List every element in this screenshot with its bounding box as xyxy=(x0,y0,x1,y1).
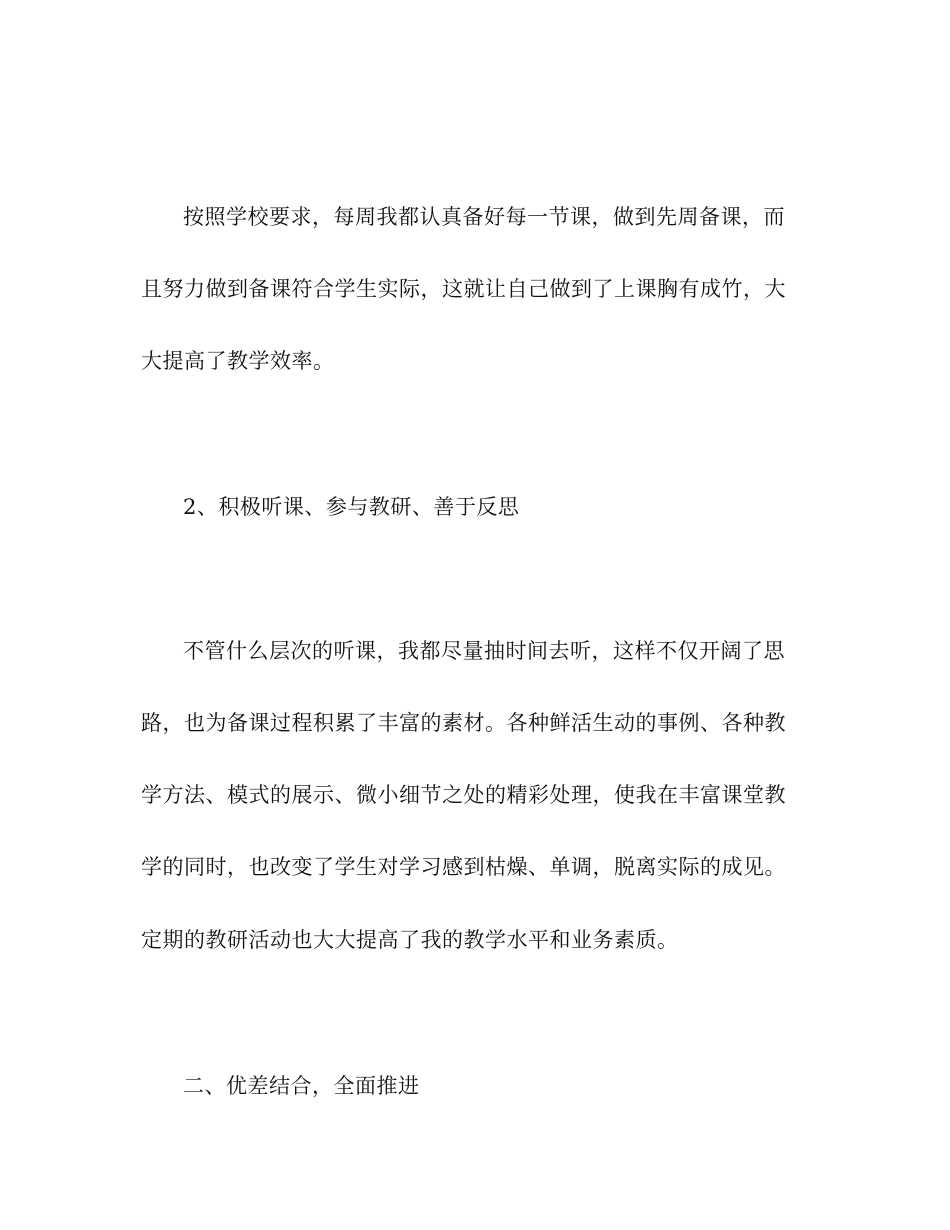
paragraph-1-line-1: 按照学校要求，每周我都认真备好每一节课，做到先周备课，而 xyxy=(183,205,785,229)
section-heading-listen-research: 2、积极听课、参与教研、善于反思 xyxy=(183,495,520,519)
paragraph-2-line-3: 学方法、模式的展示、微小细节之处的精彩处理，使我在丰富课堂教 xyxy=(141,783,786,807)
paragraph-2-line-5: 定期的教研活动也大大提高了我的教学水平和业务素质。 xyxy=(141,928,679,952)
paragraph-1-line-3: 大提高了教学效率。 xyxy=(141,349,335,373)
paragraph-1-line-2: 且努力做到备课符合学生实际，这就让自己做到了上课胸有成竹，大 xyxy=(141,277,786,301)
paragraph-2-line-2: 路，也为备课过程积累了丰富的素材。各种鲜活生动的事例、各种教 xyxy=(141,711,786,735)
paragraph-2-line-1: 不管什么层次的听课，我都尽量抽时间去听，这样不仅开阔了思 xyxy=(183,639,785,663)
paragraph-2-line-4: 学的同时，也改变了学生对学习感到枯燥、单调，脱离实际的成见。 xyxy=(141,855,786,879)
section-heading-combine-advance: 二、优差结合，全面推进 xyxy=(183,1074,420,1098)
